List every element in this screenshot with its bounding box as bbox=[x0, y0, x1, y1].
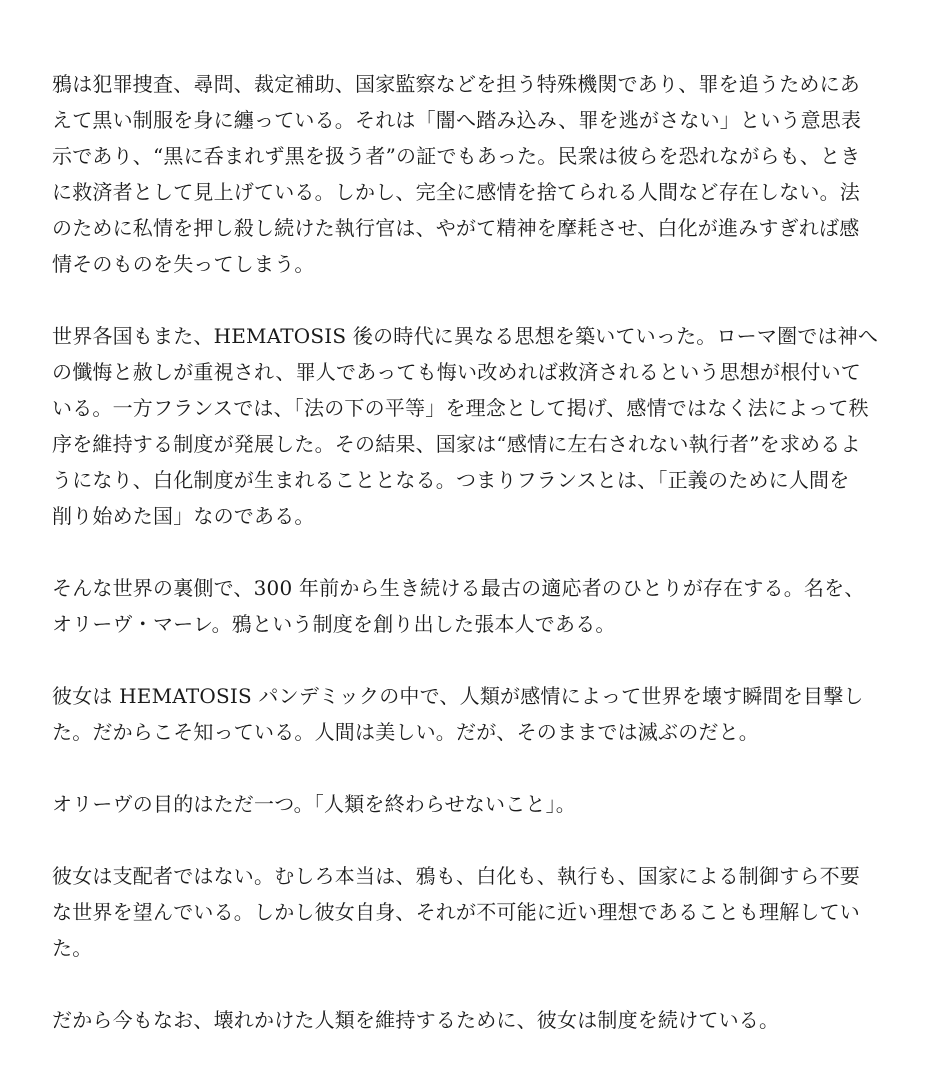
paragraph-2: 世界各国もまた、HEMATOSIS 後の時代に異なる思想を築いていった。ローマ圏では神へ の懺悔と赦しが重視され、罪人であっても悔い改めれば救済されるという思想が根付いて いる。一方フランスでは、「法の下の平等」を理念として掲げ、感情ではなく法によって秩 序を維持する制度が発展した。その結果、国家は“感情に左右されない執行者”を求めるよ うになり、白化制度が生まれることとなる。つまりフランスとは、「正義のために人間を 削り始めた国」なのである。 bbox=[52, 324, 879, 528]
paragraph-3: そんな世界の裏側で、300 年前から生き続ける最古の適応者のひとりが存在する。名を、 オリーヴ・マーレ。鴉という制度を創り出した張本人である。 bbox=[52, 576, 865, 636]
paragraph-4: 彼女は HEMATOSIS パンデミックの中で、人類が感情によって世界を壊す瞬間を目撃し た。だからこそ知っている。人間は美しい。だが、そのままでは滅ぶのだと。 bbox=[52, 684, 864, 744]
paragraph-6: 彼女は支配者ではない。むしろ本当は、鴉も、白化も、執行も、国家による制御すら不要 な世界を望んでいる。しかし彼女自身、それが不可能に近い理想であることも理解してい た。 bbox=[52, 864, 860, 960]
document-body bbox=[52, 66, 897, 1038]
paragraph-5: オリーヴの目的はただ一つ。「人類を終わらせないこと」。 bbox=[52, 792, 576, 816]
paragraph-7: だから今もなお、壊れかけた人類を維持するために、彼女は制度を続けている。 bbox=[52, 1008, 780, 1032]
paragraph-1: 鴉は犯罪捜査、尋問、裁定補助、国家監察などを担う特殊機関であり、罪を追うためにあ えて黒い制服を身に纏っている。それは「闇へ踏み込み、罪を逃がさない」という意思表 示であり、“黒に呑まれず黒を扱う者”の証でもあった。民衆は彼らを恐れながらも、とき に救済者として見上げている。しかし、完全に感情を捨てられる人間など存在しない。法 のために私情を押し殺し続けた執行官は、やがて精神を摩耗させ、白化が進みすぎれば感 情そのものを失ってしまう。 bbox=[52, 72, 862, 276]
